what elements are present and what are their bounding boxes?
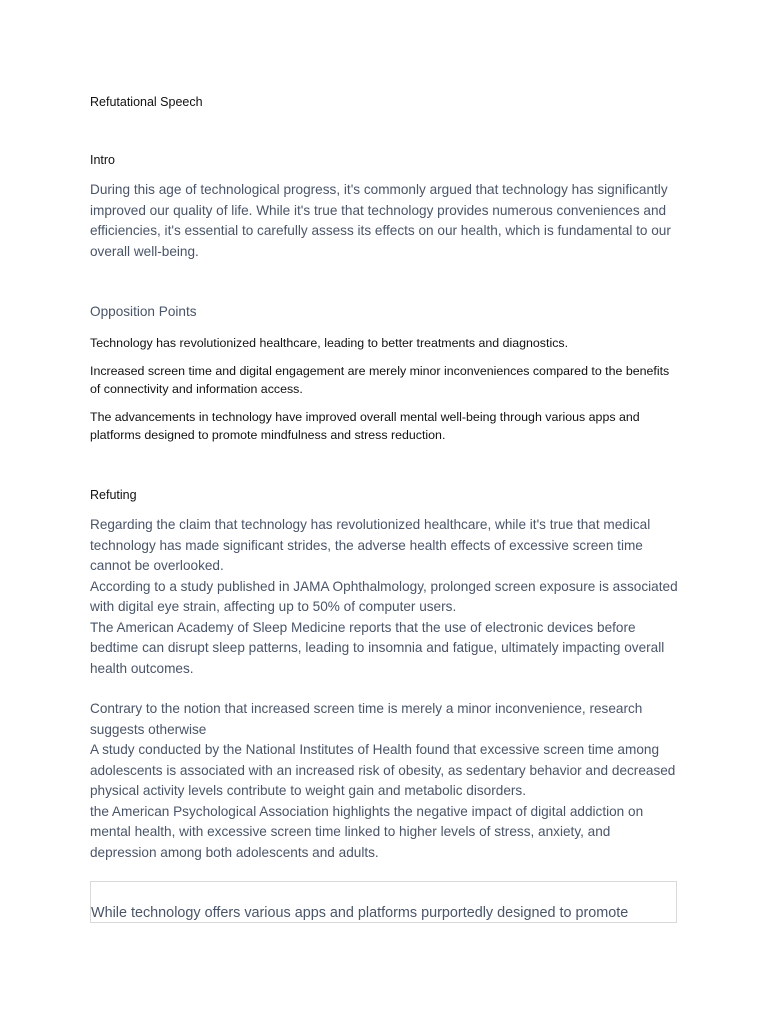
refuting-sentence: The American Academy of Sleep Medicine reports that the use of electronic devices before bedtime can disrupt sleep patterns, leading to insomnia and fatigue, ultimately impacting overall health outcomes. [90, 619, 665, 676]
intro-paragraph: During this age of technological progress, it's commonly argued that technology has significantly improved our quality of life. While it's true that technology provides numerous conveniences and efficiencies, it's essential to carefully assess its effects on our health, which is fundamental to our overall well-being. [90, 182, 671, 259]
refuting-label: Refuting [90, 488, 137, 502]
opposition-point: The advancements in technology have improved overall mental well-being through various apps and platforms designed to promote mindfulness and stress reduction. [90, 409, 640, 442]
opposition-points-heading: Opposition Points [90, 304, 197, 319]
intro-label: Intro [90, 153, 116, 167]
bordered-text-box [90, 881, 677, 923]
refuting-sentence: Contrary to the notion that increased screen time is merely a minor inconvenience, research suggests otherwise [90, 701, 643, 737]
bordered-box-text: While technology offers various apps and platforms purportedly designed to promote [91, 905, 629, 921]
document-title: Refutational Speech [90, 95, 203, 109]
opposition-points-list [90, 334, 678, 454]
opposition-point: Technology has revolutionized healthcare, leading to better treatments and diagnostics. [90, 336, 569, 350]
refuting-sentence: the American Psychological Association highlights the negative impact of digital addiction on mental health, with excessive screen time linked to higher levels of stress, anxiety, and depression among both adolescents and adults. [90, 803, 644, 860]
refuting-sentence: According to a study published in JAMA Ophthalmology, prolonged screen exposure is associated with digital eye strain, affecting up to 50% of computer users. [90, 578, 678, 614]
refuting-sentence: Regarding the claim that technology has revolutionized healthcare, while it's true that medical technology has made significant strides, the adverse health effects of excessive screen time cannot be overlooked. [90, 517, 651, 573]
opposition-point: Increased screen time and digital engagement are merely minor inconveniences compared to the benefits of connectivity and information access. [90, 363, 670, 396]
refuting-sentence: A study conducted by the National Institutes of Health found that excessive screen time among adolescents is associated with an increased risk of obesity, as sedentary behavior and decreased physical activity levels contribute to weight gain and metabolic disorders. [90, 742, 676, 798]
refuting-paragraph-2 [90, 699, 678, 863]
refuting-paragraph-1 [90, 515, 678, 679]
